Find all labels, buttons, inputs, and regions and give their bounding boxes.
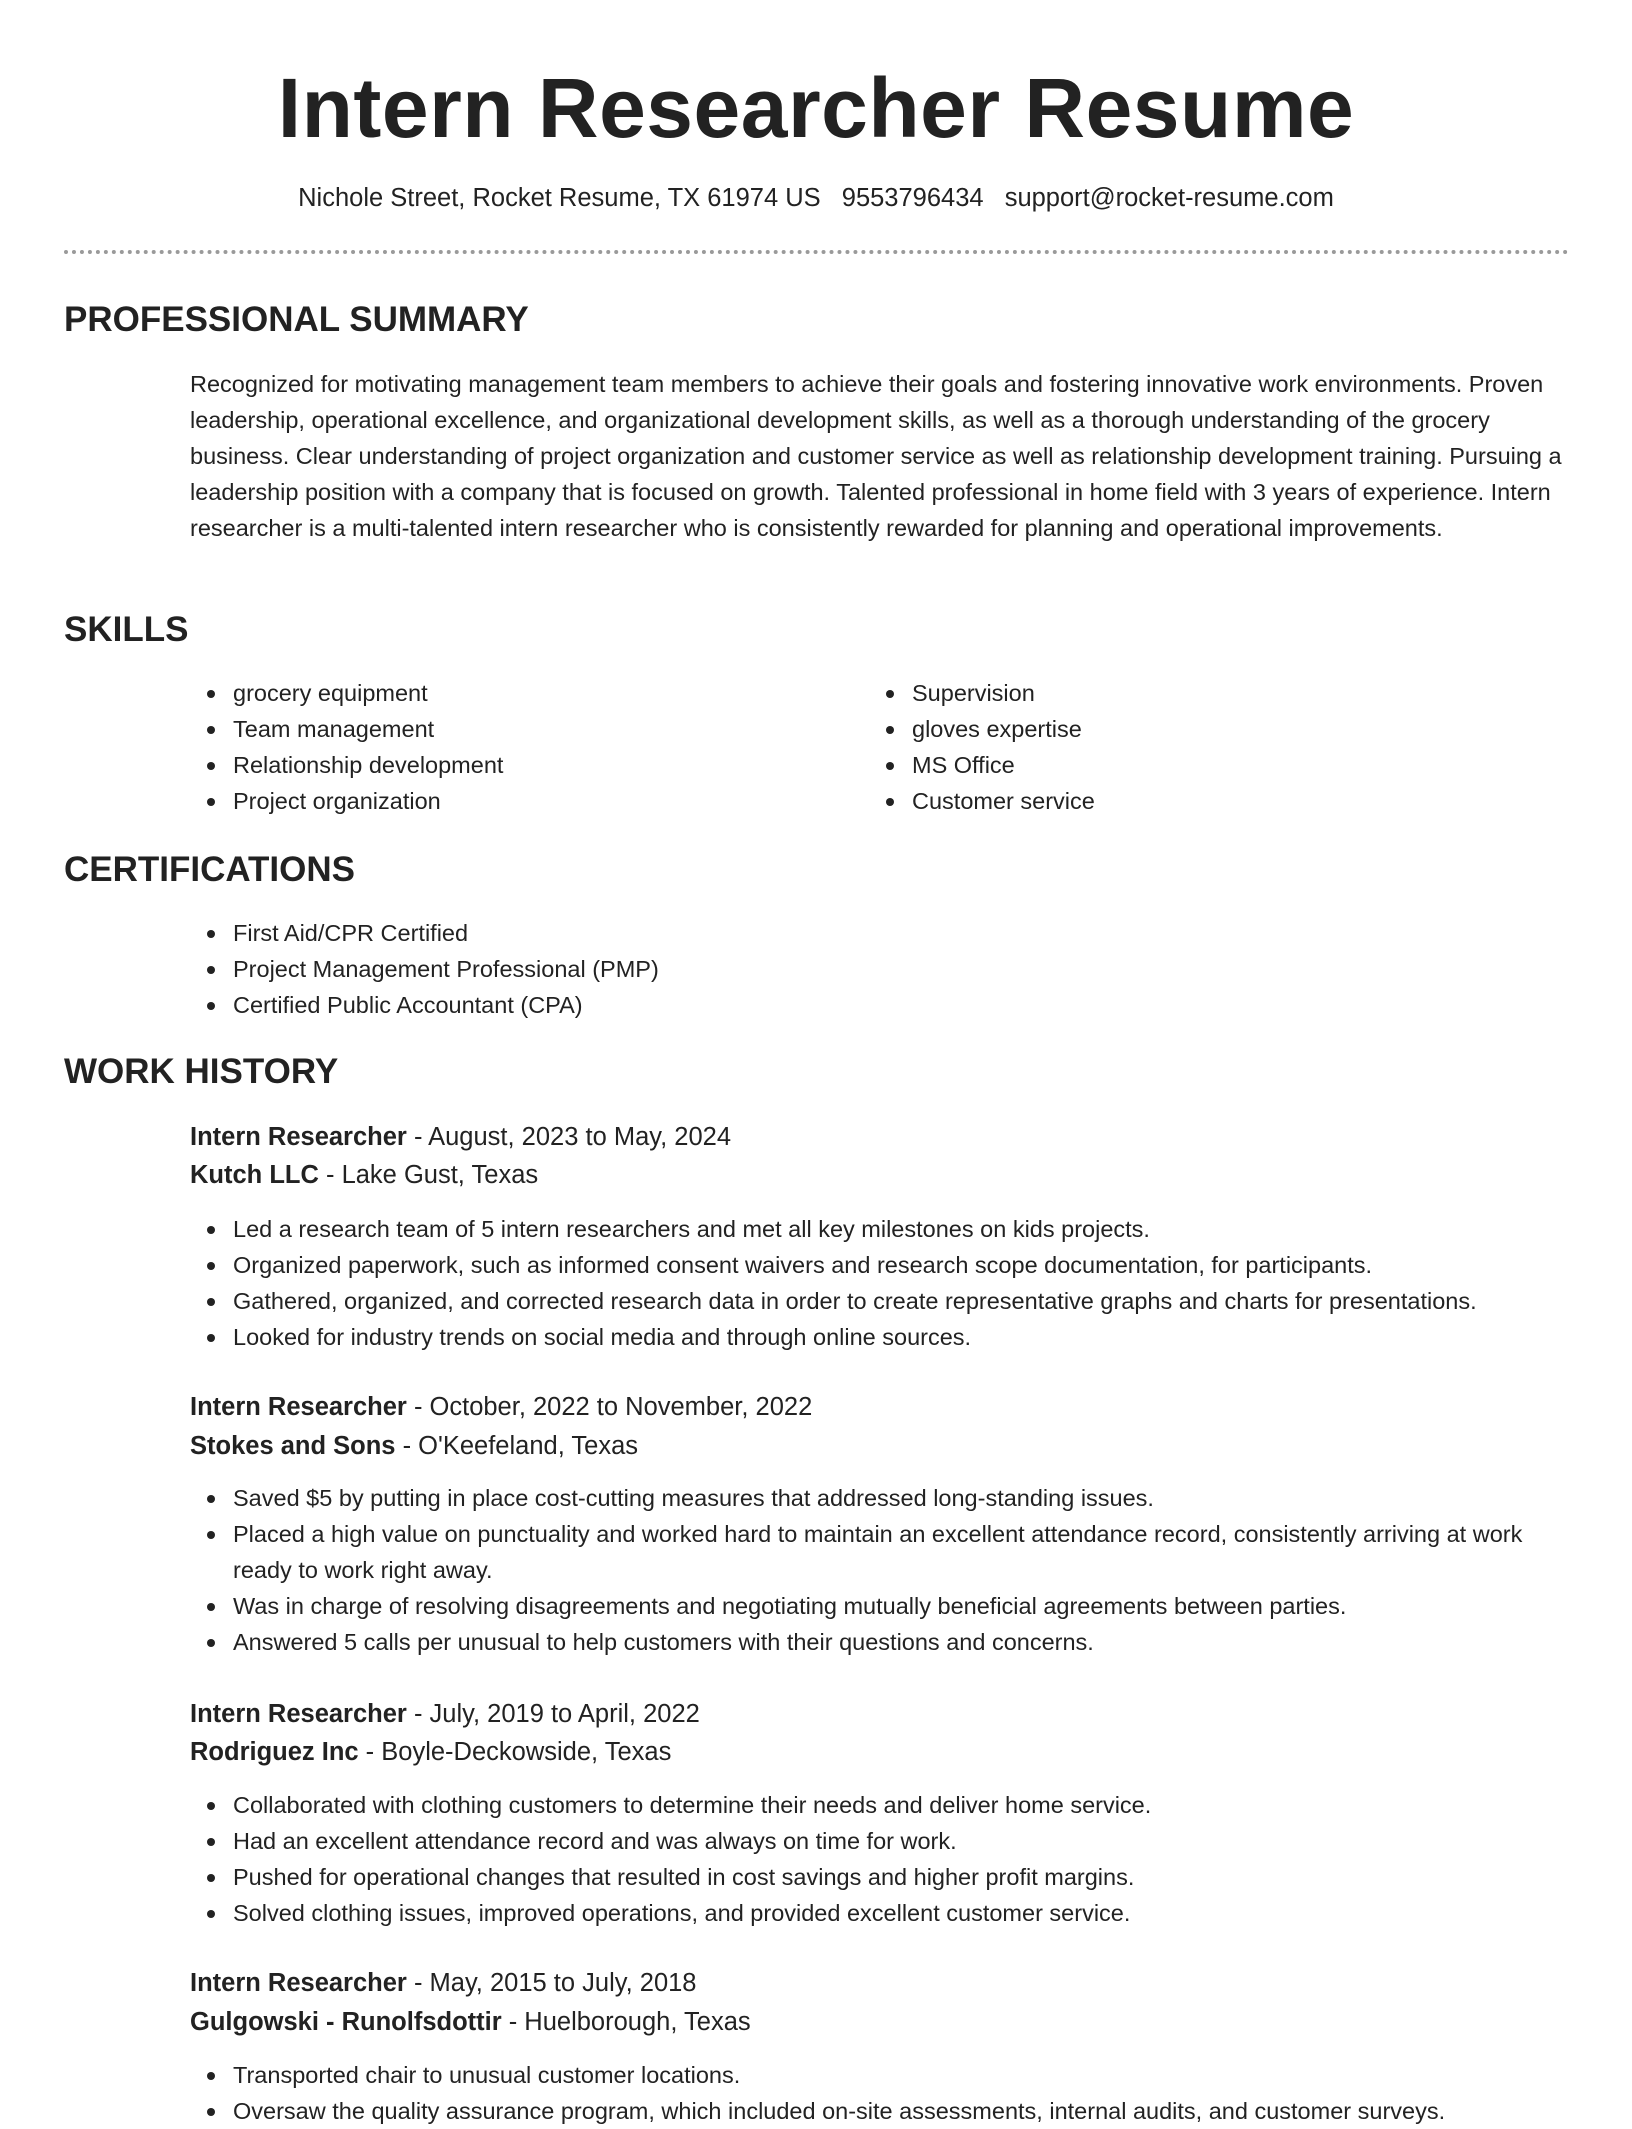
job-title-line (190, 1388, 812, 1426)
job-bullet: Had an excellent attendance record and was always on time for work. (190, 1823, 1575, 1859)
work-history-heading: WORK HISTORY (64, 1052, 339, 1091)
job-bullet: Was in charge of resolving disagreements and negotiating mutually beneficial agreements between parties. (190, 1588, 1575, 1624)
header-divider (64, 250, 1569, 254)
job-bullet: Led a research team of 5 intern researchers and met all key milestones on kids projects. (190, 1211, 1575, 1247)
skill-item: MS Office (869, 747, 1469, 783)
job-bullet: Answered 5 calls per unusual to help customers with their questions and concerns. (190, 1624, 1575, 1660)
summary-heading: PROFESSIONAL SUMMARY (64, 300, 529, 339)
job-location: - Boyle-Deckowside, Texas (358, 1738, 672, 1766)
certification-item: First Aid/CPR Certified (190, 915, 1575, 951)
skill-item: Relationship development (190, 747, 790, 783)
job-bullets (190, 1787, 1575, 1931)
job-company-line (190, 2003, 751, 2041)
job-bullet: Collaborated with clothing customers to determine their needs and deliver home service. (190, 1787, 1575, 1823)
job-bullet: Gathered, organized, and corrected research data in order to create representative graphs and charts for presentations. (190, 1283, 1575, 1319)
contact-address: Nichole Street, Rocket Resume, TX 61974 US (298, 184, 821, 212)
job-company-line (190, 1427, 638, 1465)
summary-text: Recognized for motivating management team members to achieve their goals and fostering innovative work environments. Proven leadership, operational excellence, and organizational development skills, as well as a thorough understanding of the grocery business. Clear understanding of project organization and customer service as well as relationship development training. Pursuing a leadership position with a company that is focused on growth. Talented professional in home field with 3 years of experience. Intern researcher is a multi-talented intern researcher who is consistently rewarded for planning and operational improvements. (190, 371, 1562, 541)
job-bullets (190, 2057, 1575, 2129)
skill-item: Team management (190, 711, 790, 747)
skill-item: grocery equipment (190, 675, 790, 711)
certification-item: Project Management Professional (PMP) (190, 951, 1575, 987)
job-company: Stokes and Sons (190, 1432, 396, 1460)
job-bullet: Looked for industry trends on social media and through online sources. (190, 1319, 1575, 1355)
job-bullet: Transported chair to unusual customer locations. (190, 2057, 1575, 2093)
job-dates: - August, 2023 to May, 2024 (406, 1123, 732, 1151)
job-title: Intern Researcher (190, 1700, 407, 1728)
job-company: Rodriguez Inc (190, 1738, 359, 1766)
job-bullet: Oversaw the quality assurance program, which included on-site assessments, internal audits, and customer surveys. (190, 2093, 1575, 2129)
job-title-line (190, 1118, 731, 1156)
certifications-list (190, 915, 1575, 1023)
job-dates: - October, 2022 to November, 2022 (406, 1393, 813, 1421)
job-location: - Lake Gust, Texas (318, 1161, 539, 1189)
job-title: Intern Researcher (190, 1393, 407, 1421)
skill-item: Supervision (869, 675, 1469, 711)
job-title-line (190, 1964, 697, 2002)
job-bullet: Organized paperwork, such as informed consent waivers and research scope documentation, for participants. (190, 1247, 1575, 1283)
job-company-line (190, 1733, 671, 1771)
skill-item: Project organization (190, 783, 790, 819)
job-title: Intern Researcher (190, 1123, 407, 1151)
contact-email: support@rocket-resume.com (1004, 184, 1334, 212)
job-bullets (190, 1211, 1575, 1355)
job-location: - O'Keefeland, Texas (395, 1432, 639, 1460)
certifications-heading: CERTIFICATIONS (64, 850, 356, 889)
job-bullet: Solved clothing issues, improved operations, and provided excellent customer service. (190, 1895, 1575, 1931)
job-title: Intern Researcher (190, 1969, 407, 1997)
job-bullets (190, 1480, 1575, 1660)
skill-item: gloves expertise (869, 711, 1469, 747)
skills-list-left (190, 675, 790, 819)
job-company: Gulgowski - Runolfsdottir (190, 2008, 502, 2036)
job-bullet: Placed a high value on punctuality and worked hard to maintain an excellent attendance record, consistently arriving at work ready to work right away. (190, 1516, 1575, 1588)
job-title-line (190, 1695, 700, 1733)
resume-title: Intern Researcher Resume (277, 61, 1355, 155)
certification-item: Certified Public Accountant (CPA) (190, 987, 1575, 1023)
skill-item: Customer service (869, 783, 1469, 819)
job-company-line (190, 1156, 538, 1194)
job-company: Kutch LLC (190, 1161, 319, 1189)
job-bullet: Saved $5 by putting in place cost-cutting measures that addressed long-standing issues. (190, 1480, 1575, 1516)
contact-phone: 9553796434 (841, 184, 984, 212)
job-location: - Huelborough, Texas (501, 2008, 751, 2036)
skills-heading: SKILLS (64, 610, 189, 649)
job-dates: - July, 2019 to April, 2022 (406, 1700, 700, 1728)
job-dates: - May, 2015 to July, 2018 (406, 1969, 697, 1997)
skills-list-right (869, 675, 1469, 819)
contact-line (0, 181, 1632, 215)
job-bullet: Pushed for operational changes that resulted in cost savings and higher profit margins. (190, 1859, 1575, 1895)
